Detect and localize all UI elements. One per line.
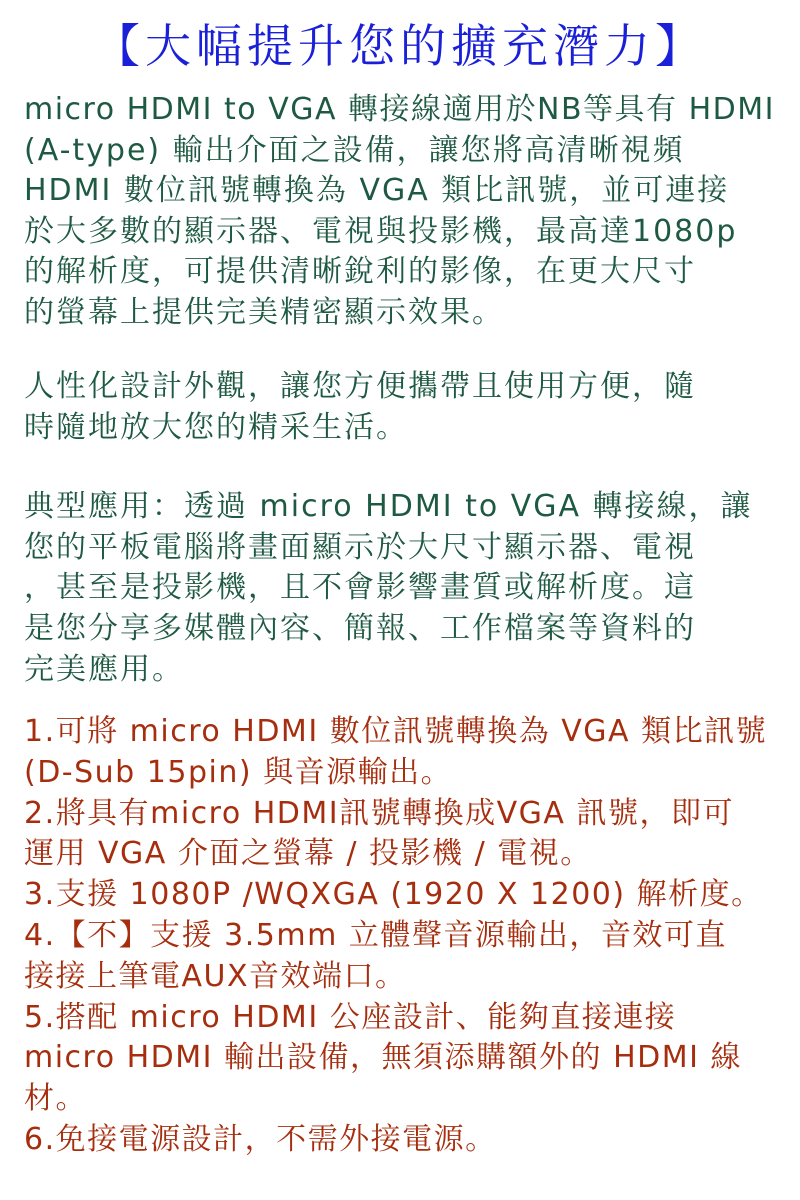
- intro-line: micro HDMI to VGA 轉接線適用於NB等具有 HDMI: [24, 92, 775, 127]
- design-paragraph: [24, 367, 776, 448]
- feature-list: [24, 712, 776, 1161]
- application-last-line: 完美應用。: [24, 652, 184, 687]
- intro-line: HDMI 數位訊號轉換為 VGA 類比訊號，並可連接: [24, 173, 730, 208]
- feature-line: 6.免接電源設計，不需外接電源。: [24, 1121, 497, 1157]
- feature-line: (D-Sub 15pin) 與音源輸出。: [24, 754, 453, 790]
- intro-line: 的解析度，可提供清晰銳利的影像，在更大尺寸: [24, 254, 696, 289]
- application-paragraph: [24, 487, 776, 649]
- page-title: 【大幅提升您的擴充潛力】: [94, 19, 706, 73]
- feature-line: 運用 VGA 介面之螢幕 / 投影機 / 電視。: [24, 836, 592, 872]
- feature-line: 材。: [24, 1081, 87, 1117]
- intro-paragraph: [24, 90, 776, 333]
- intro-line: 的螢幕上提供完美精密顯示效果。: [24, 294, 504, 330]
- feature-line: 4.【不】支援 3.5mm 立體聲音源輸出，音效可直: [24, 917, 727, 953]
- intro-line: (A-type) 輸出介面之設備，讓您將高清晰視頻: [24, 132, 685, 168]
- design-line: 人性化設計外觀，讓您方便攜帶且使用方便，隨: [24, 369, 696, 404]
- application-line: 您的平板電腦將畫面顯示於大尺寸顯示器、電視: [24, 529, 696, 565]
- feature-line: 3.支援 1080P /WQXGA (1920 X 1200) 解析度。: [24, 877, 763, 913]
- application-paragraph-end: [24, 650, 776, 691]
- feature-line: 2.將具有micro HDMI訊號轉換成VGA 訊號，即可: [24, 795, 734, 831]
- application-line: 典型應用：透過 micro HDMI to VGA 轉接線，讓: [24, 489, 753, 524]
- intro-line: 於大多數的顯示器、電視與投影機，最高達1080p: [24, 213, 738, 249]
- application-line: ，甚至是投影機，且不會影響畫質或解析度。這: [24, 570, 696, 605]
- feature-line: 1.可將 micro HDMI 數位訊號轉換為 VGA 類比訊號: [24, 714, 768, 749]
- design-line: 時隨地放大您的精采生活。: [24, 409, 408, 445]
- feature-line: 5.搭配 micro HDMI 公座設計、能夠直接連接: [24, 999, 677, 1035]
- feature-line: 接接上筆電AUX音效端口。: [24, 958, 407, 994]
- application-line: 是您分享多媒體內容、簡報、工作檔案等資料的: [24, 610, 696, 646]
- feature-line: micro HDMI 輸出設備，無須添購額外的 HDMI 線: [24, 1040, 743, 1076]
